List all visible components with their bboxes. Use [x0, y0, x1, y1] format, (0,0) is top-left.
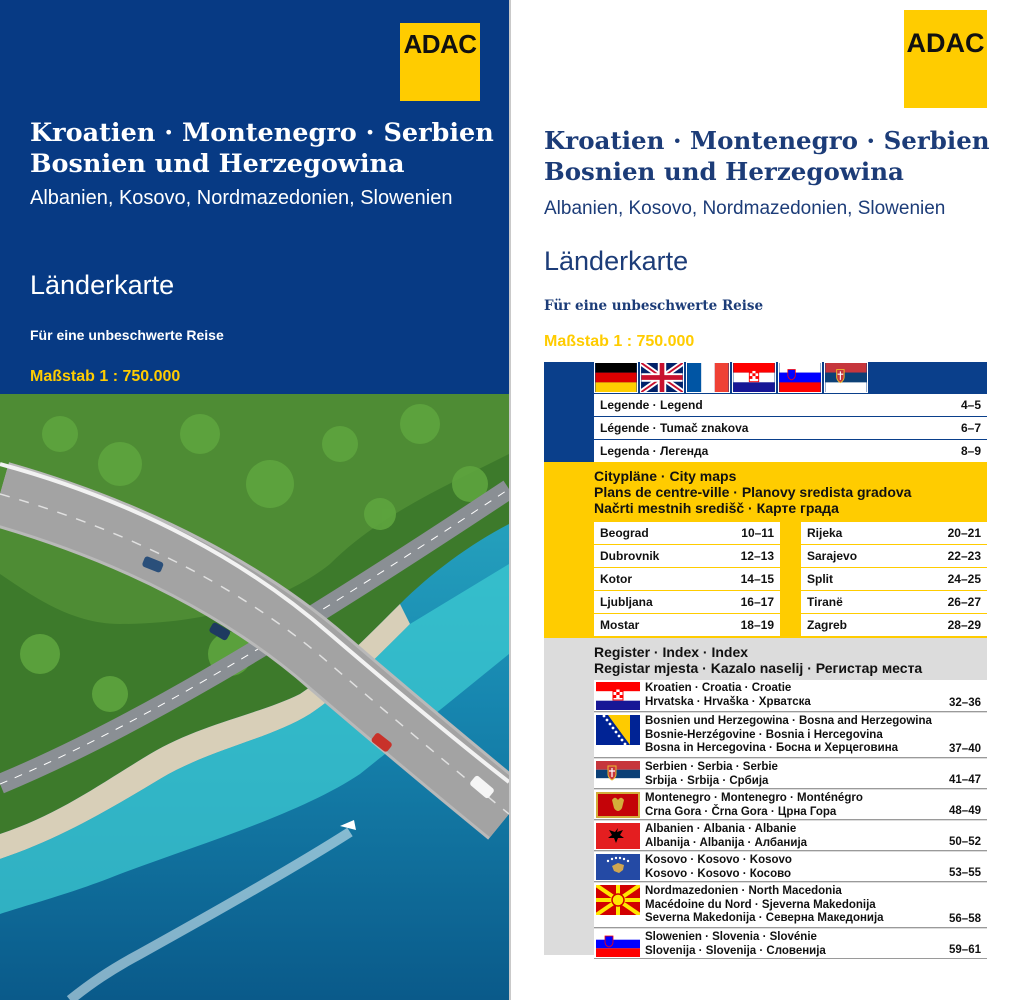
- register-name-line: Slovenija · Slovenija · Словенија: [645, 944, 826, 957]
- register-row-kosovo[interactable]: [594, 852, 987, 882]
- city-name: Tiranë: [807, 595, 843, 609]
- register-name-line: Serbien · Serbia · Serbie: [645, 761, 778, 773]
- register-name-line: Bosna in Hercegovina · Босна и Херцеговина: [645, 742, 899, 754]
- city-name: Zagreb: [807, 618, 848, 632]
- register-pages: 59–61: [949, 944, 981, 956]
- north-macedonia-flag: [596, 885, 640, 915]
- city-row[interactable]: [594, 545, 780, 567]
- language-flags: [594, 362, 868, 393]
- city-row[interactable]: [594, 568, 780, 590]
- register-country-names: [645, 931, 826, 958]
- register-name-line: Albanija · Albanija · Албанија: [645, 836, 808, 849]
- serbia-flag: [596, 761, 640, 787]
- legend-row-pages: 6–7: [960, 421, 981, 435]
- city-pages: 18–19: [740, 618, 774, 632]
- register-pages: 41–47: [949, 774, 981, 786]
- cover-tagline: Für eine unbeschwerte Reise: [30, 327, 224, 343]
- uk-flag: [640, 362, 684, 393]
- register-name-line: Macédoine du Nord · Sjeverna Makedonija: [645, 898, 876, 911]
- city-pages: 20–21: [947, 526, 981, 540]
- cover-title: [30, 118, 500, 180]
- register-name-line: Bosnien und Herzegowina · Bosna and Herzegowina: [645, 715, 932, 727]
- city-row[interactable]: [801, 568, 987, 590]
- register-name-line: Montenegro · Montenegro · Monténégro: [645, 792, 863, 804]
- register-name-line: Kosovo · Kosovo · Косово: [645, 867, 792, 880]
- register-country-names: [645, 682, 811, 709]
- register-country-names: [645, 792, 863, 819]
- slovenia-flag: [778, 362, 822, 393]
- register-name-line: Albanien · Albania · Albanie: [645, 823, 797, 835]
- register-pages: 48–49: [949, 805, 981, 817]
- france-flag: [686, 362, 730, 393]
- city-name: Split: [807, 572, 833, 586]
- legend-section: [544, 362, 987, 462]
- register-section: [544, 638, 987, 955]
- city-pages: 12–13: [740, 549, 774, 563]
- cover-scale: Maßstab 1 : 750.000: [30, 368, 181, 385]
- register-name-line: Srbija · Srbija · Србија: [645, 774, 769, 787]
- city-maps-heading-line: Citypläne · City maps: [594, 468, 737, 484]
- kosovo-flag: [596, 854, 640, 880]
- legend-row-label: Legende · Legend: [600, 398, 703, 412]
- city-name: Sarajevo: [807, 549, 858, 563]
- city-pages: 14–15: [740, 572, 774, 586]
- city-maps-section: [544, 462, 987, 638]
- city-pages: 22–23: [947, 549, 981, 563]
- city-pages: 10–11: [741, 526, 774, 540]
- cover-title-line2: Bosnien und Herzegowina: [30, 149, 405, 179]
- city-name: Ljubljana: [600, 595, 653, 609]
- cover-map-type: Länderkarte: [30, 270, 175, 300]
- croatia-flag: [732, 362, 776, 393]
- bosnia-flag: [596, 715, 640, 745]
- slovenia-flag: [596, 931, 640, 957]
- inside-map-type: Länderkarte: [544, 246, 689, 276]
- register-row-croatia[interactable]: [594, 680, 987, 712]
- register-country-names: [645, 761, 778, 788]
- register-row-montenegro[interactable]: [594, 790, 987, 820]
- legend-row-label: Legenda · Легенда: [600, 444, 709, 458]
- city-name: Beograd: [600, 526, 649, 540]
- legend-row-label: Légende · Tumač znakova: [600, 421, 749, 435]
- register-pages: 56–58: [949, 913, 981, 925]
- register-name-line: Kroatien · Croatia · Croatie: [645, 682, 792, 694]
- serbia-flag: [824, 362, 868, 393]
- city-name: Mostar: [600, 618, 640, 632]
- adac-logo: [400, 23, 480, 101]
- adac-logo-text: ADAC: [403, 29, 477, 59]
- city-row[interactable]: [801, 591, 987, 613]
- register-row-albania[interactable]: [594, 821, 987, 851]
- register-country-names: [645, 823, 807, 850]
- adac-logo: [904, 10, 987, 108]
- register-pages: 50–52: [949, 836, 981, 848]
- city-name: Kotor: [600, 572, 632, 586]
- register-row-bosnia[interactable]: [594, 713, 987, 758]
- city-name: Dubrovnik: [600, 549, 660, 563]
- cover-title-line1: Kroatien · Montenegro · Serbien: [30, 118, 494, 148]
- register-pages: 53–55: [949, 867, 981, 879]
- montenegro-flag: [596, 792, 640, 818]
- croatia-flag: [596, 682, 640, 710]
- city-row[interactable]: [801, 522, 987, 544]
- legend-row[interactable]: [594, 394, 987, 416]
- city-pages: 16–17: [740, 595, 774, 609]
- legend-row-pages: 8–9: [960, 444, 981, 458]
- register-country-names: [645, 885, 884, 926]
- cover-subtitle: Albanien, Kosovo, Nordmazedonien, Slowenien: [30, 187, 453, 209]
- city-row[interactable]: [594, 614, 780, 636]
- adac-logo-text: ADAC: [906, 28, 985, 58]
- city-pages: 24–25: [947, 572, 981, 586]
- register-country-names: [645, 715, 932, 756]
- legend-row[interactable]: [594, 440, 987, 462]
- coastal-bridge-photo: [0, 394, 509, 1000]
- register-pages: 32–36: [949, 697, 981, 709]
- table-of-contents: [544, 362, 987, 955]
- register-name-line: Nordmazedonien · North Macedonia: [645, 885, 842, 897]
- city-row[interactable]: [594, 522, 780, 544]
- city-maps-heading-line: Načrti mestnih središč · Карте града: [594, 500, 839, 516]
- register-name-line: Severna Makedonija · Северна Македонија: [645, 912, 884, 924]
- register-name-line: Bosnie-Herzégovine · Bosnia i Hercegovina: [645, 728, 883, 741]
- register-row-slovenia[interactable]: [594, 929, 987, 959]
- inside-subtitle: Albanien, Kosovo, Nordmazedonien, Slowenien: [544, 198, 946, 219]
- front-cover: [0, 0, 509, 1000]
- register-name-line: Slowenien · Slovenia · Slovénie: [645, 931, 817, 943]
- legend-row-pages: 4–5: [960, 398, 981, 412]
- inside-title-line2: Bosnien und Herzegowina: [544, 157, 904, 186]
- city-row[interactable]: [594, 591, 780, 613]
- germany-flag: [594, 362, 638, 393]
- register-country-names: [645, 854, 792, 881]
- city-maps-heading: [594, 468, 911, 516]
- inside-tagline: Für eine unbeschwerte Reise: [544, 298, 764, 314]
- register-heading: [594, 644, 922, 676]
- inside-panel: [511, 0, 1020, 1000]
- city-row[interactable]: [801, 614, 987, 636]
- legend-row[interactable]: [594, 417, 987, 439]
- register-row-serbia[interactable]: [594, 759, 987, 789]
- inside-scale: Maßstab 1 : 750.000: [544, 333, 695, 350]
- city-name: Rijeka: [807, 526, 843, 540]
- register-name-line: Kosovo · Kosovo · Kosovo: [645, 854, 792, 866]
- register-heading-line: Registar mjesta · Kazalo naselij · Регистар места: [594, 660, 923, 676]
- city-pages: 28–29: [947, 618, 981, 632]
- register-row-north-macedonia[interactable]: [594, 883, 987, 928]
- register-name-line: Crna Gora · Črna Gora · Црна Гора: [645, 805, 837, 818]
- inside-title: [544, 125, 990, 187]
- inside-title-line1: Kroatien · Montenegro · Serbien: [544, 126, 990, 155]
- register-heading-line: Register · Index · Index: [594, 644, 749, 660]
- city-row[interactable]: [801, 545, 987, 567]
- register-pages: 37–40: [949, 743, 981, 755]
- city-pages: 26–27: [947, 595, 981, 609]
- register-name-line: Hrvatska · Hrvaška · Хрватска: [645, 695, 811, 708]
- albania-flag: [596, 823, 640, 849]
- city-maps-heading-line: Plans de centre-ville · Planovy sredista gradova: [594, 484, 912, 500]
